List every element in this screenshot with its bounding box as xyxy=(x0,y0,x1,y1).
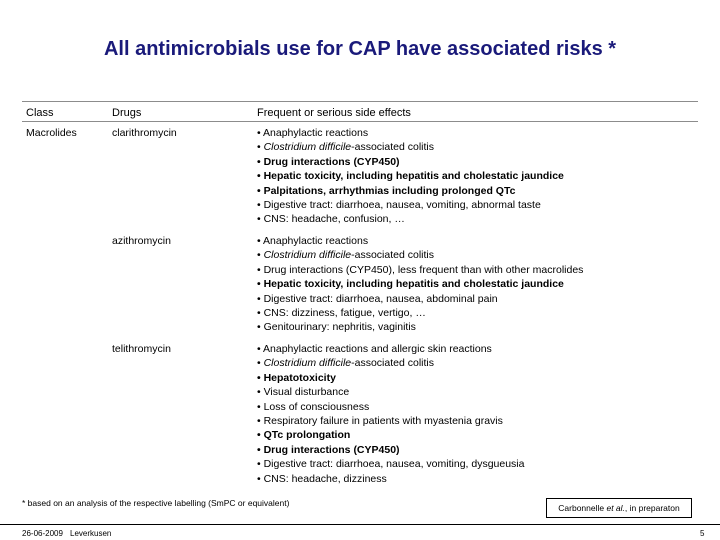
bullet: • xyxy=(257,357,264,370)
effect-item xyxy=(257,198,564,212)
effect-text: Drug interactions (CYP450) xyxy=(263,155,400,168)
bullet: • xyxy=(257,472,264,485)
effect-italic-text: Clostridium difficile xyxy=(263,141,352,154)
effect-text: Drug interactions (CYP450), less frequent than with other macrolides xyxy=(263,263,584,276)
bullet: • xyxy=(257,199,264,212)
class-macrolides: Macrolides xyxy=(26,127,77,139)
effect-text: Digestive tract: diarrhoea, nausea, vomiting, abnormal taste xyxy=(263,199,541,212)
effect-text: QTc prolongation xyxy=(263,429,351,442)
bullet: • xyxy=(257,371,264,384)
effect-italic-text: Clostridium difficile xyxy=(263,357,352,370)
bullet: • xyxy=(257,458,264,471)
bullet: • xyxy=(257,415,264,428)
effect-item xyxy=(257,428,524,442)
effect-item xyxy=(257,385,524,399)
bullet: • xyxy=(257,235,264,247)
effect-text: Anaphylactic reactions xyxy=(263,235,369,247)
effect-item xyxy=(257,140,564,154)
effect-item xyxy=(257,443,524,457)
bullet: • xyxy=(257,307,264,320)
effect-item xyxy=(257,457,524,471)
reference-rest: , in preparaton xyxy=(624,503,680,513)
effect-text: Anaphylactic reactions and allergic skin reactions xyxy=(263,343,492,355)
drug-azithromycin: azithromycin xyxy=(112,235,171,247)
header-effects: Frequent or serious side effects xyxy=(257,107,411,119)
reference-etal: et al. xyxy=(606,503,625,513)
footnote: * based on an analysis of the respective labelling (SmPC or equivalent) xyxy=(22,498,290,508)
effect-text: -associated colitis xyxy=(351,141,434,154)
effect-item xyxy=(257,400,524,414)
effect-text: CNS: headache, dizziness xyxy=(263,472,387,485)
effect-item xyxy=(257,263,583,277)
effect-text: Loss of consciousness xyxy=(263,400,370,413)
reference-author: Carbonnelle xyxy=(558,503,607,513)
effect-text: -associated colitis xyxy=(351,357,434,370)
bullet: • xyxy=(257,263,264,276)
effect-item xyxy=(257,169,564,183)
bullet: • xyxy=(257,343,264,355)
bullet: • xyxy=(257,213,264,226)
effect-text: Anaphylactic reactions xyxy=(263,127,369,139)
bullet: • xyxy=(257,321,264,334)
effect-item xyxy=(257,371,524,385)
effect-item xyxy=(257,126,564,140)
effect-text: Digestive tract: diarrhoea, nausea, vomiting, dysgueusia xyxy=(263,458,525,471)
effect-item xyxy=(257,292,583,306)
bullet: • xyxy=(257,249,264,262)
bullet: • xyxy=(257,170,264,183)
drug-clarithromycin: clarithromycin xyxy=(112,127,177,139)
bullet: • xyxy=(257,184,264,197)
effect-text: Palpitations, arrhythmias including prolonged QTc xyxy=(263,184,516,197)
slide-title: All antimicrobials use for CAP have associated risks * xyxy=(103,38,617,60)
effect-item xyxy=(257,155,564,169)
drug-telithromycin: telithromycin xyxy=(112,343,171,355)
table-header-rule xyxy=(22,121,698,122)
bullet: • xyxy=(257,429,264,442)
bullet: • xyxy=(257,386,264,399)
effect-text: Respiratory failure in patients with myastenia gravis xyxy=(263,415,503,428)
effect-text: Hepatic toxicity, including hepatitis and cholestatic jaundice xyxy=(263,170,564,183)
footer-rule xyxy=(0,524,720,525)
bullet: • xyxy=(257,155,264,168)
table-top-rule xyxy=(22,101,698,102)
effect-item xyxy=(257,414,524,428)
effect-item xyxy=(257,212,564,226)
effects-clarithromycin xyxy=(257,126,564,227)
bullet: • xyxy=(257,127,264,139)
effect-item xyxy=(257,342,524,356)
effect-text: Genitourinary: nephritis, vaginitis xyxy=(263,321,416,334)
effect-item xyxy=(257,277,583,291)
bullet: • xyxy=(257,278,264,291)
effect-item xyxy=(257,184,564,198)
effect-item xyxy=(257,306,583,320)
effect-item xyxy=(257,356,524,370)
footer-date: 26-06-2009 xyxy=(22,529,63,538)
reference-box xyxy=(546,498,692,518)
effect-text: CNS: dizziness, fatigue, vertigo, … xyxy=(263,307,426,320)
effects-azithromycin xyxy=(257,234,583,335)
header-drugs: Drugs xyxy=(112,107,142,119)
effect-text: Hepatotoxicity xyxy=(263,371,336,384)
bullet: • xyxy=(257,400,264,413)
effects-telithromycin xyxy=(257,342,524,486)
effect-text: CNS: headache, confusion, … xyxy=(263,213,405,226)
effect-italic-text: Clostridium difficile xyxy=(263,249,352,262)
effect-text: Digestive tract: diarrhoea, nausea, abdominal pain xyxy=(263,292,498,305)
effect-text: -associated colitis xyxy=(351,249,434,262)
effect-text: Visual disturbance xyxy=(263,386,350,399)
effect-item xyxy=(257,320,583,334)
footer-location: Leverkusen xyxy=(70,529,112,538)
bullet: • xyxy=(257,292,264,305)
footer-page-number: 5 xyxy=(700,529,705,538)
bullet: • xyxy=(257,443,264,456)
bullet: • xyxy=(257,141,264,154)
header-class: Class xyxy=(26,107,54,119)
effect-item xyxy=(257,472,524,486)
effect-item xyxy=(257,248,583,262)
effect-item xyxy=(257,234,583,248)
effect-text: Hepatic toxicity, including hepatitis and cholestatic jaundice xyxy=(263,278,564,291)
effect-text: Drug interactions (CYP450) xyxy=(263,443,400,456)
